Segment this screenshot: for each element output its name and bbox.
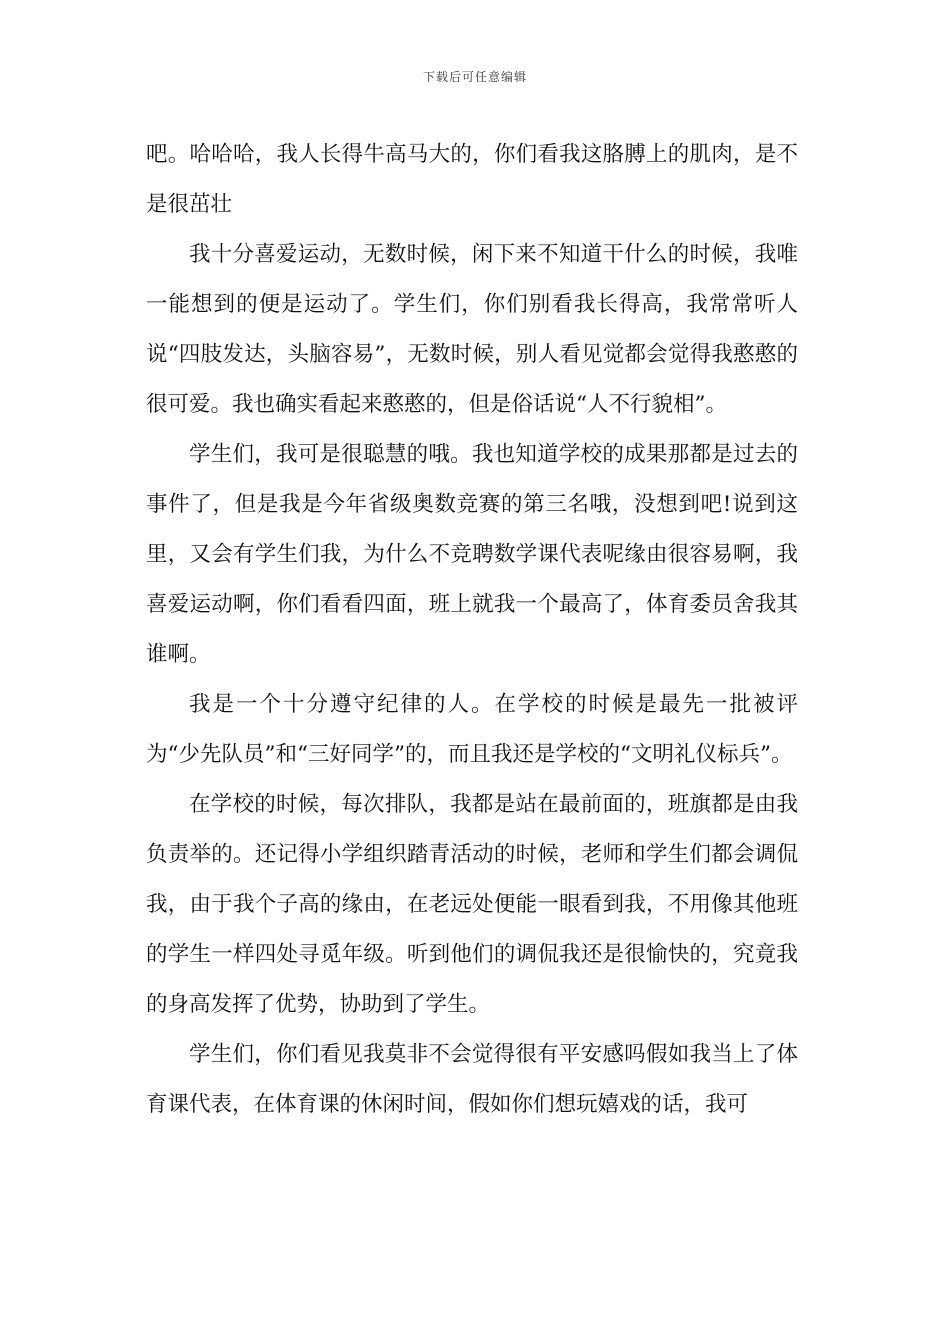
paragraph-6: 学生们，你们看见我莫非不会觉得很有平安感吗假如我当上了体育课代表，在体育课的休闲时间，假如你们想玩嬉戏的话，我可 [146, 1042, 798, 1117]
paragraph-3: 学生们，我可是很聪慧的哦。我也知道学校的成果那都是过去的事件了，但是我是今年省级奥数竞赛的第三名哦，没想到吧!说到这里，又会有学生们我，为什么不竞聘数学课代表呢缘由很容易啊，我喜爱运动啊，你们看看四面，班上就我一个最高了，体育委员舍我其谁啊。 [146, 442, 798, 667]
paragraph-4: 我是一个十分遵守纪律的人。在学校的时候是最先一批被评为“少先队员”和“三好同学”的，而且我还是学校的“文明礼仪标兵”。 [146, 692, 798, 767]
paragraph-5: 在学校的时候，每次排队，我都是站在最前面的，班旗都是由我负责举的。还记得小学组织踏青活动的时候，老师和学生们都会调侃我，由于我个子高的缘由，在老远处便能一眼看到我，不用像其他班的学生一样四处寻觅年级。听到他们的调侃我还是很愉快的，究竟我的身高发挥了优势，协助到了学生。 [146, 792, 798, 1017]
body-text [146, 130, 798, 1130]
paragraph-1: 吧。哈哈哈，我人长得牛高马大的，你们看我这胳膊上的肌肉，是不是很茁壮 [146, 142, 798, 217]
paragraph-2: 我十分喜爱运动，无数时候，闲下来不知道干什么的时候，我唯一能想到的便是运动了。学生们，你们别看我长得高，我常常听人说“四肢发达，头脑容易”，无数时候，别人看见觉都会觉得我憨憨的很可爱。我也确实看起来憨憨的，但是俗话说“人不行貌相”。 [146, 242, 798, 417]
page-header: 下载后可任意编辑 [422, 70, 527, 84]
